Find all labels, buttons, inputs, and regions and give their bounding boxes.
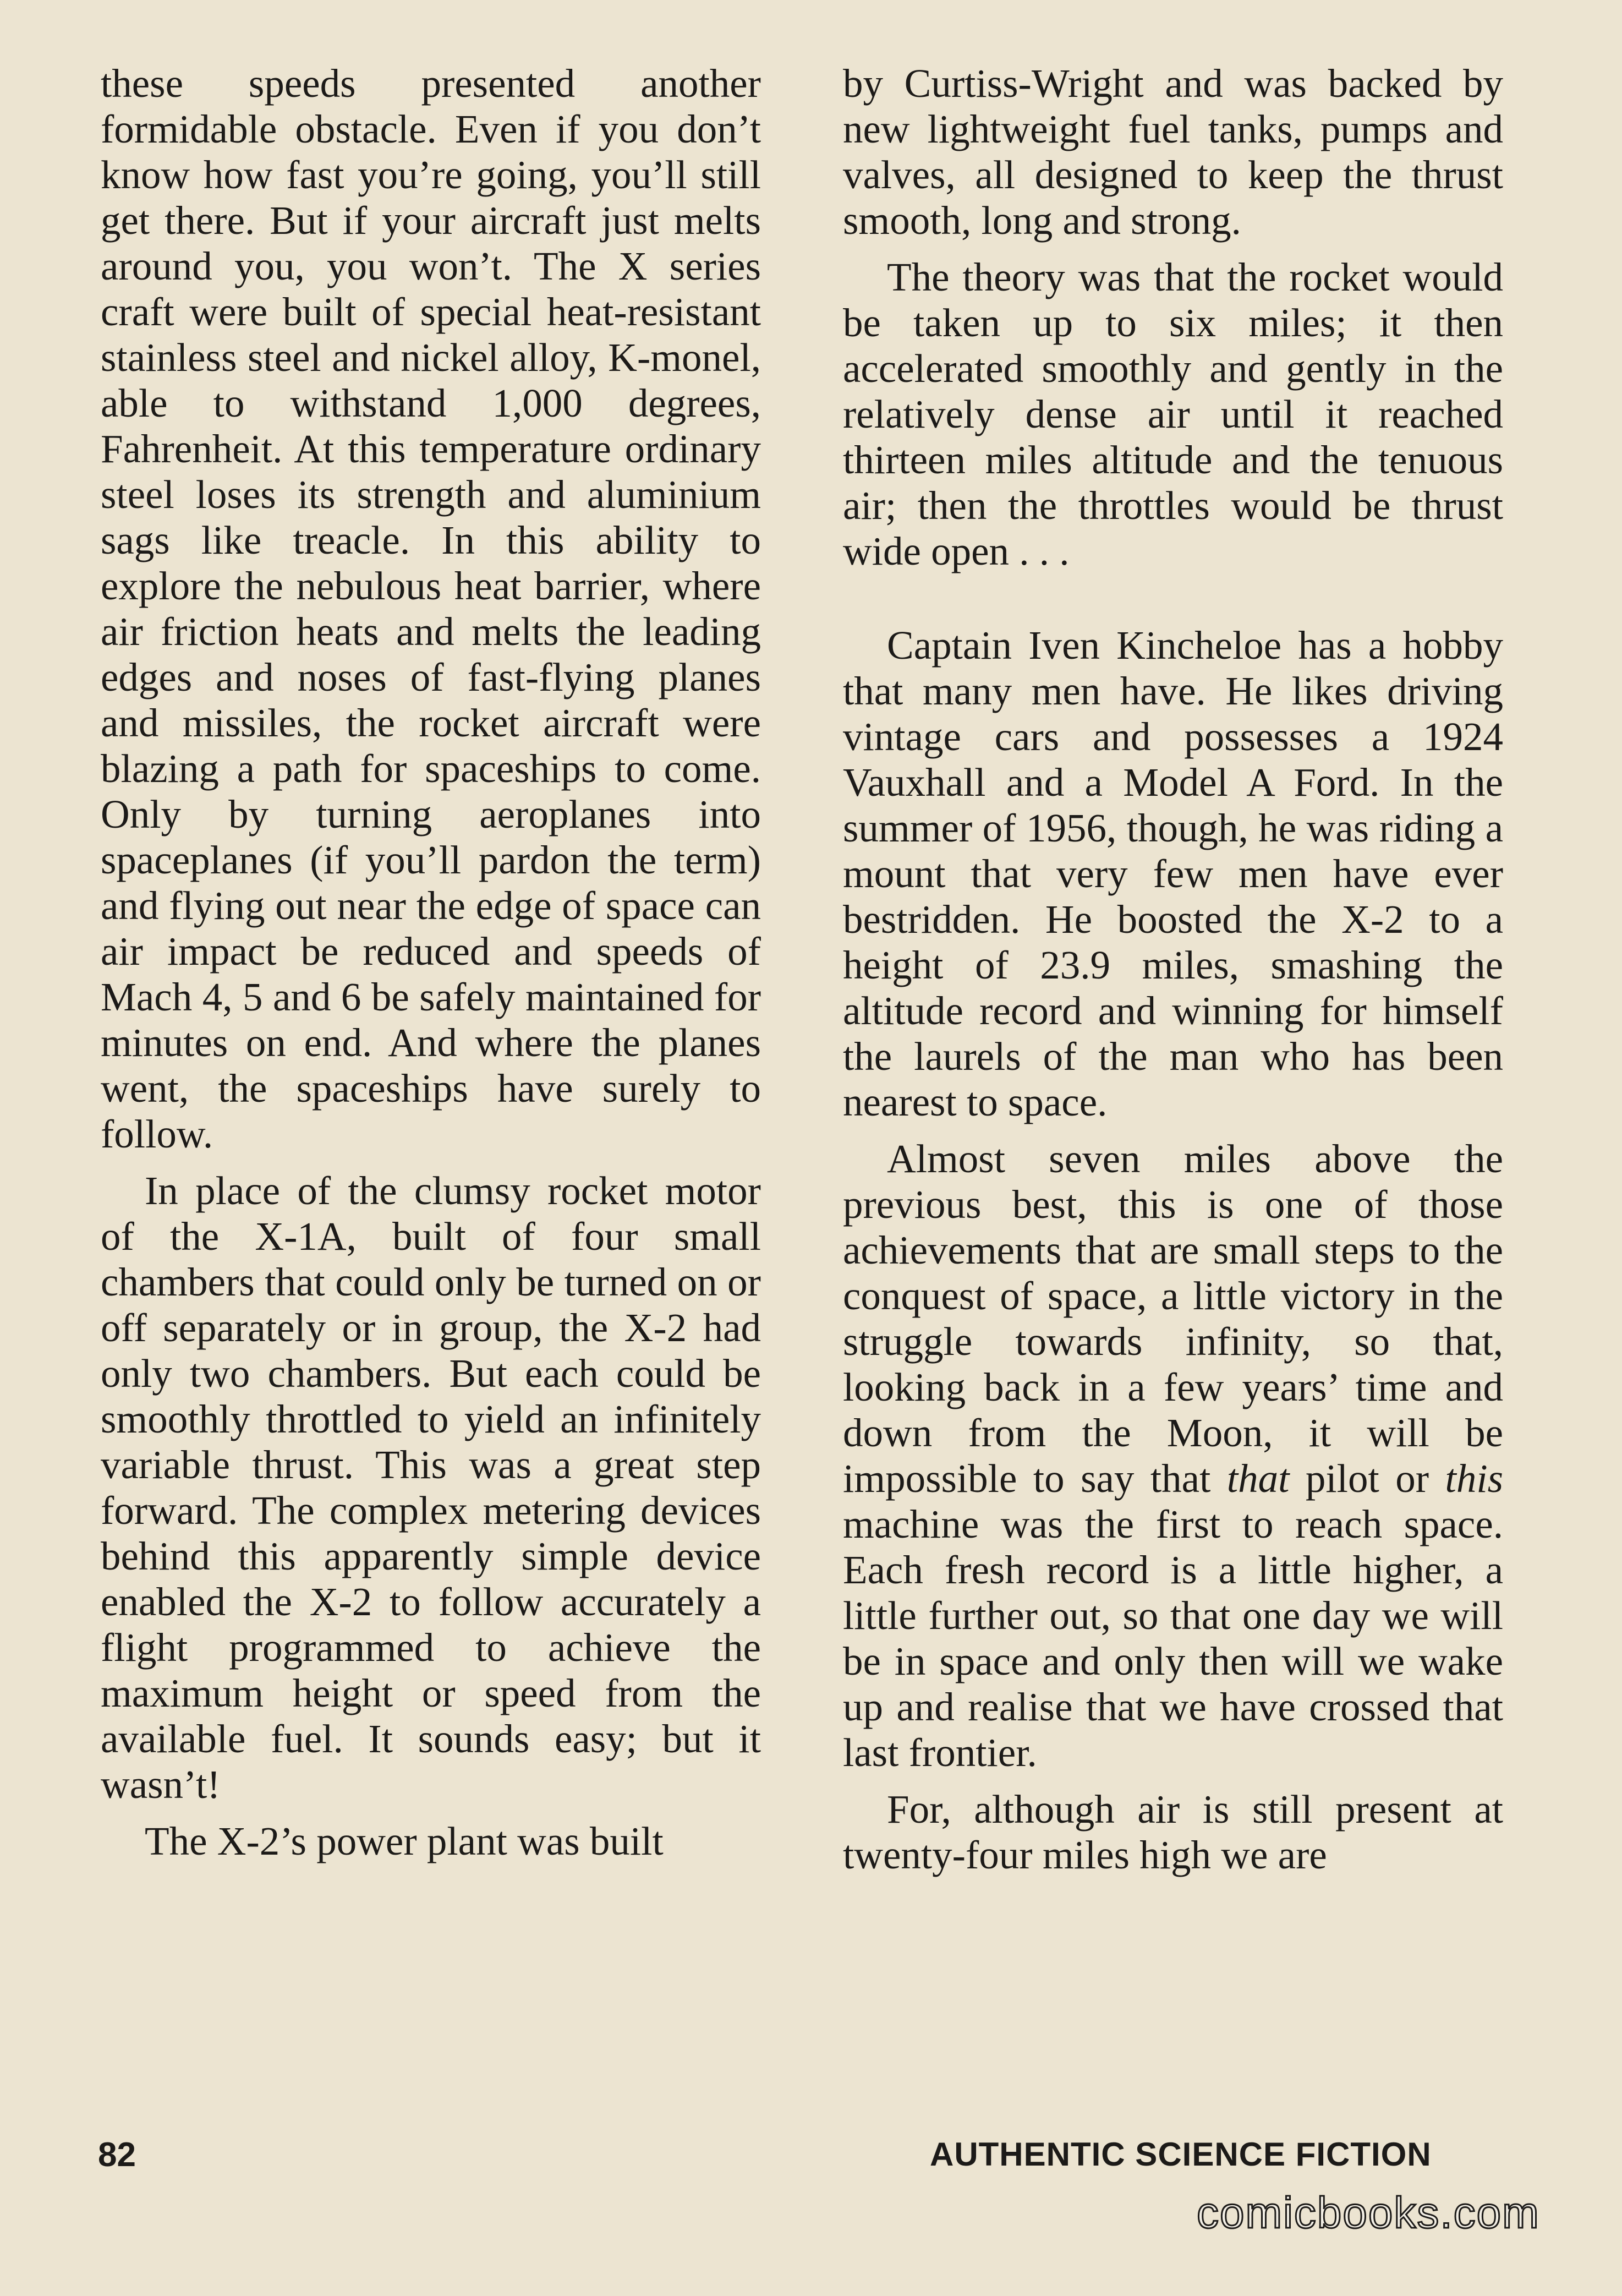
paragraph: In place of the clumsy rocket motor of the X-1A, built of four small chambers that could only be turned on or off separately or in group, the X-2 had only two chambers. But each could be smoothly throttled to yield an infinitely variable thrust. This was a great step forward. The complex metering devices behind this apparently simple device enabled the X-2 to follow accurately a flight programmed to achieve the maximum height or speed from the available fuel. It sounds easy; but it wasn’t! [101, 1168, 761, 1807]
right-column [843, 61, 1503, 1878]
paragraph [843, 1136, 1503, 1775]
emphasis: this [1445, 1456, 1504, 1501]
magazine-title: AUTHENTIC SCIENCE FICTION [930, 2136, 1432, 2173]
left-column [101, 61, 761, 1864]
watermark: comicbooks.com [1197, 2188, 1540, 2237]
paragraph: For, although air is still present at twenty-four miles high we are [843, 1787, 1503, 1877]
paragraph: these speeds presented another formidable obstacle. Even if you don’t know how fast you’re going, you’ll still get there. But if your aircraft just melts around you, you won’t. The X series craft were built of special heat-resistant stainless steel and nickel alloy, K-monel, able to withstand 1,000 degrees, Fahrenheit. At this temperature ordinary steel loses its strength and aluminium sags like treacle. In this ability to explore the nebulous heat barrier, where air friction heats and melts the leading edges and noses of fast-flying planes and missiles, the rocket aircraft were blazing a path for spaceships to come. Only by turning aeroplanes into spaceplanes (if you’ll pardon the term) and flying out near the edge of space can air impact be reduced and speeds of Mach 4, 5 and 6 be safely maintained for minutes on end. And where the planes went, the spaceships have surely to follow. [101, 61, 761, 1156]
paragraph: The X-2’s power plant was built [145, 1819, 664, 1863]
paragraph: The theory was that the rocket would be taken up to six miles; it then accelerated smoothly and gently in the relatively dense air until it reached thirteen miles altitude and the tenuous air; then the throttles would be thrust wide open . . . [843, 255, 1503, 573]
page-number: 82 [98, 2136, 136, 2174]
paragraph: Captain Iven Kincheloe has a hobby that many men have. He likes driving vintage cars and possesses a 1924 Vauxhall and a Model A Ford. In the summer of 1956, though, he was riding a mount that very few men have ever bestridden. He boosted the X-2 to a height of 23.9 miles, smashing the altitude record and winning for himself the laurels of the man who has been nearest to space. [843, 623, 1503, 1124]
paragraph: by Curtiss-Wright and was backed by new lightweight fuel tanks, pumps and valves, all designed to keep the thrust smooth, long and strong. [843, 61, 1503, 243]
emphasis: that [1226, 1456, 1290, 1501]
text-run: machine was the first to reach space. Each fresh record is a little higher, a little further out, so that one day we will be in space and only then will we wake up and realise that we have crossed that last frontier. [843, 1502, 1503, 1775]
text-run: pilot or [1289, 1456, 1445, 1501]
text-run: Almost seven miles above the previous best, this is one of those achievements that are small steps to the conquest of space, a little victory in the struggle towards infinity, so that, looking back in a few years’ time and down from the Moon, it will be impossible to say that [843, 1136, 1503, 1501]
